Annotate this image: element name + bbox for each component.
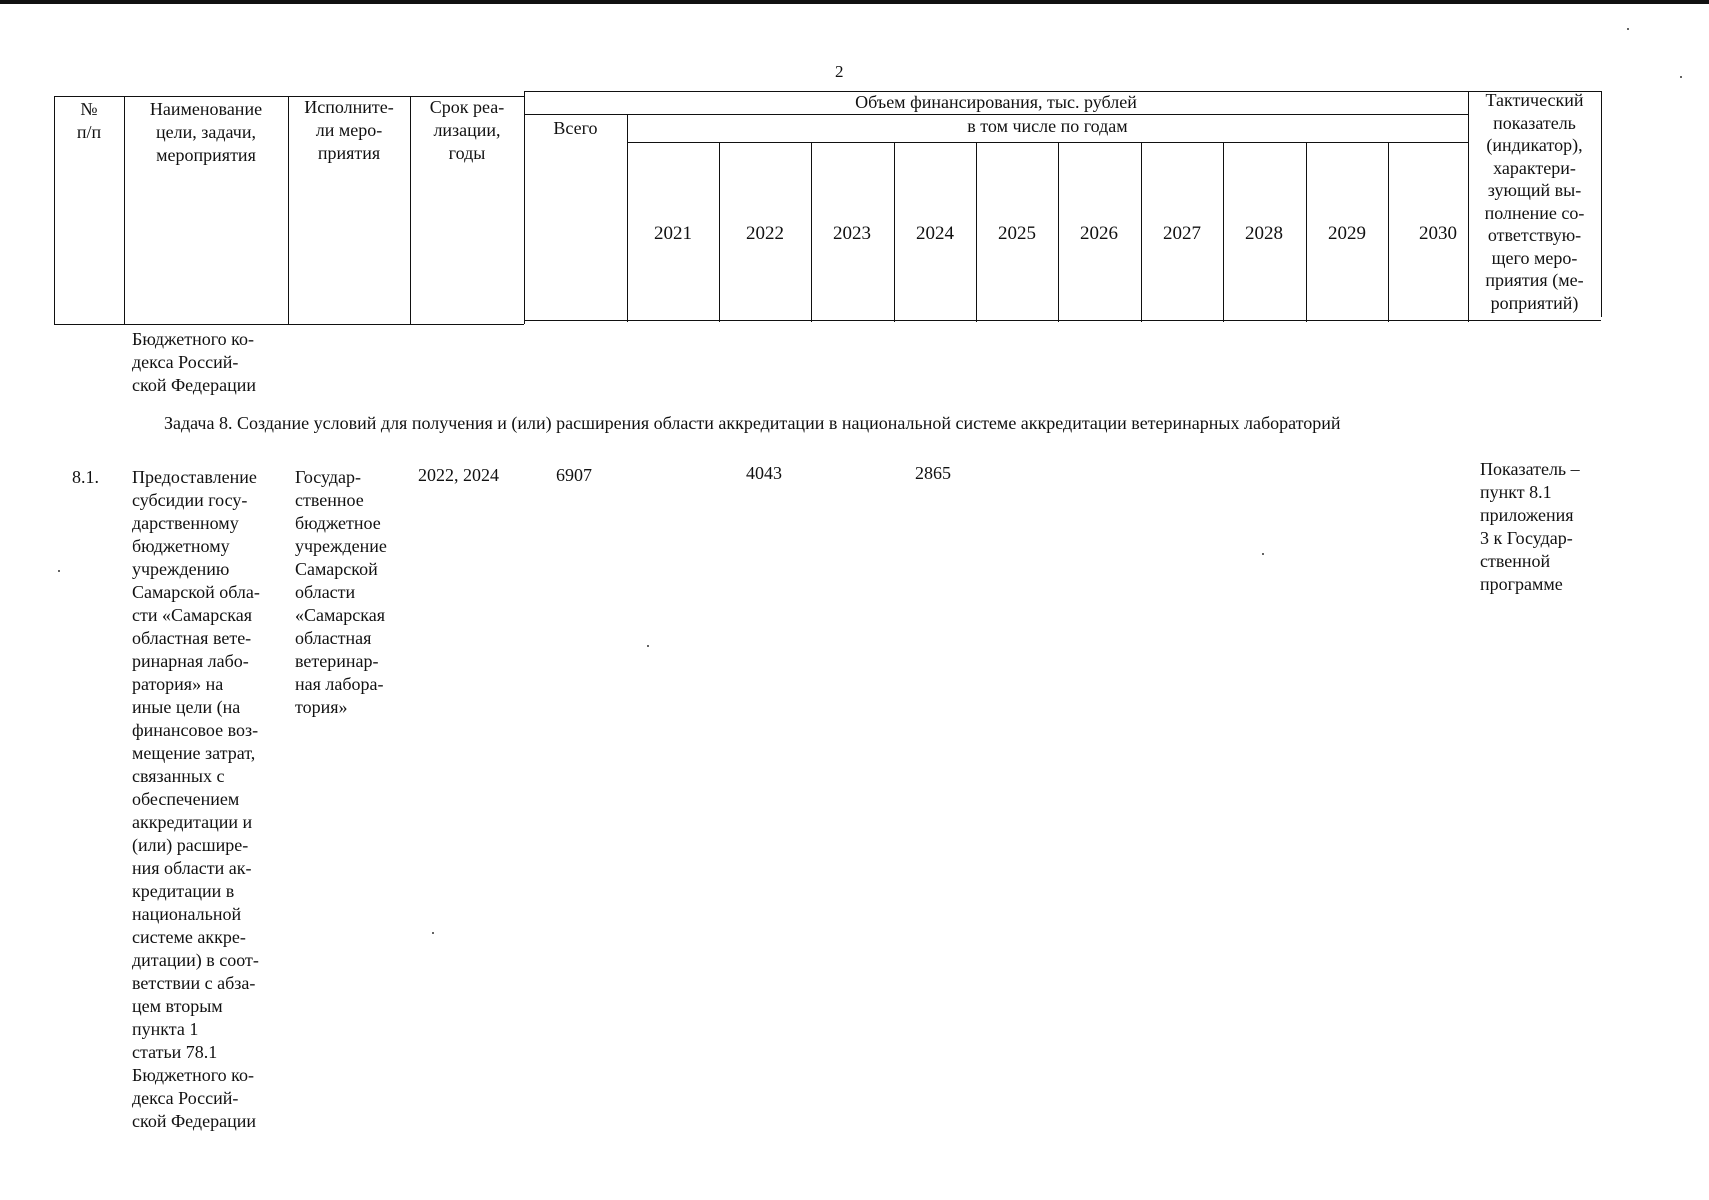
year-2028: 2028 — [1245, 223, 1283, 244]
scan-speck — [1680, 76, 1682, 78]
years-divider — [627, 142, 1468, 143]
row-2024: 2865 — [915, 463, 951, 483]
scan-speck — [1627, 28, 1629, 30]
year-2027: 2027 — [1163, 223, 1201, 244]
header-num: № п/п — [76, 99, 102, 142]
scan-speck — [58, 570, 60, 572]
page-number: 2 — [835, 62, 844, 81]
year-2025: 2025 — [998, 223, 1036, 244]
scan-speck — [647, 645, 649, 647]
row-indicator: Показатель – пункт 8.1 приложения 3 к Государ- ственной программе — [1480, 459, 1580, 594]
row-name: Предоставление субсидии госу- дарственному бюджетному учреждению Самарской обла- сти «Самарская областная вете- ринарная лабо- ратория» на иные цели (на финансовое воз- мещение затрат, связанных с обеспечением аккредитации и (или) расшире- ния области ак- кредитации в национальной системе аккре- дитации) в соот- ветствии с абза- цем вторым пункта 1 статьи 78.1 Бюджетного ко- декса Россий- ской Федерации — [132, 467, 260, 1131]
row-executor: Государ- ственное бюджетное учреждение Самарской области «Самарская областная ветеринар- ная лабора- тория» — [295, 467, 387, 717]
task-heading: Задача 8. Создание условий для получения и (или) расширения области аккредитации в национальной системе аккредитации ветеринарных лабораторий — [164, 413, 1341, 433]
year-2021: 2021 — [654, 223, 692, 244]
year-2022: 2022 — [746, 223, 784, 244]
year-2029: 2029 — [1328, 223, 1366, 244]
row-2022: 4043 — [746, 463, 782, 483]
col-border — [976, 142, 977, 322]
col-border — [894, 142, 895, 322]
col-border — [1141, 142, 1142, 322]
col-border — [811, 142, 812, 322]
header-by-year: в том числе по годам — [967, 116, 1128, 136]
col-border — [719, 142, 720, 322]
row-total: 6907 — [556, 465, 592, 485]
header-indicator: Тактический показатель (индикатор), характери- зующий вы- полнение со- ответствую- щего меро- приятия (ме- роприятий) — [1484, 90, 1585, 313]
col-border — [1601, 91, 1602, 317]
col-border — [627, 114, 628, 322]
scan-speck — [1262, 553, 1264, 555]
row-term: 2022, 2024 — [418, 465, 499, 485]
col-border — [1388, 142, 1389, 322]
year-2023: 2023 — [833, 223, 871, 244]
carryover-text: Бюджетного ко- декса Россий- ской Федерации — [132, 329, 256, 395]
scan-top-edge — [0, 0, 1709, 4]
header-bottom-border-right — [524, 320, 1601, 321]
row-number: 8.1. — [72, 467, 99, 487]
header-term: Срок реа- лизации, годы — [429, 97, 505, 163]
scan-speck — [432, 932, 434, 934]
header-bottom-border — [54, 324, 524, 325]
col-border — [1058, 142, 1059, 322]
col-border — [1223, 142, 1224, 322]
year-2024: 2024 — [916, 223, 954, 244]
col-border — [1306, 142, 1307, 322]
header-name: Наименование цели, задачи, мероприятия — [149, 99, 263, 165]
year-2026: 2026 — [1080, 223, 1118, 244]
year-2030: 2030 — [1419, 223, 1457, 244]
header-executor: Исполните- ли меро- приятия — [304, 97, 394, 163]
header-funding: Объем финансирования, тыс. рублей — [855, 92, 1137, 112]
header-total: Всего — [553, 118, 598, 138]
